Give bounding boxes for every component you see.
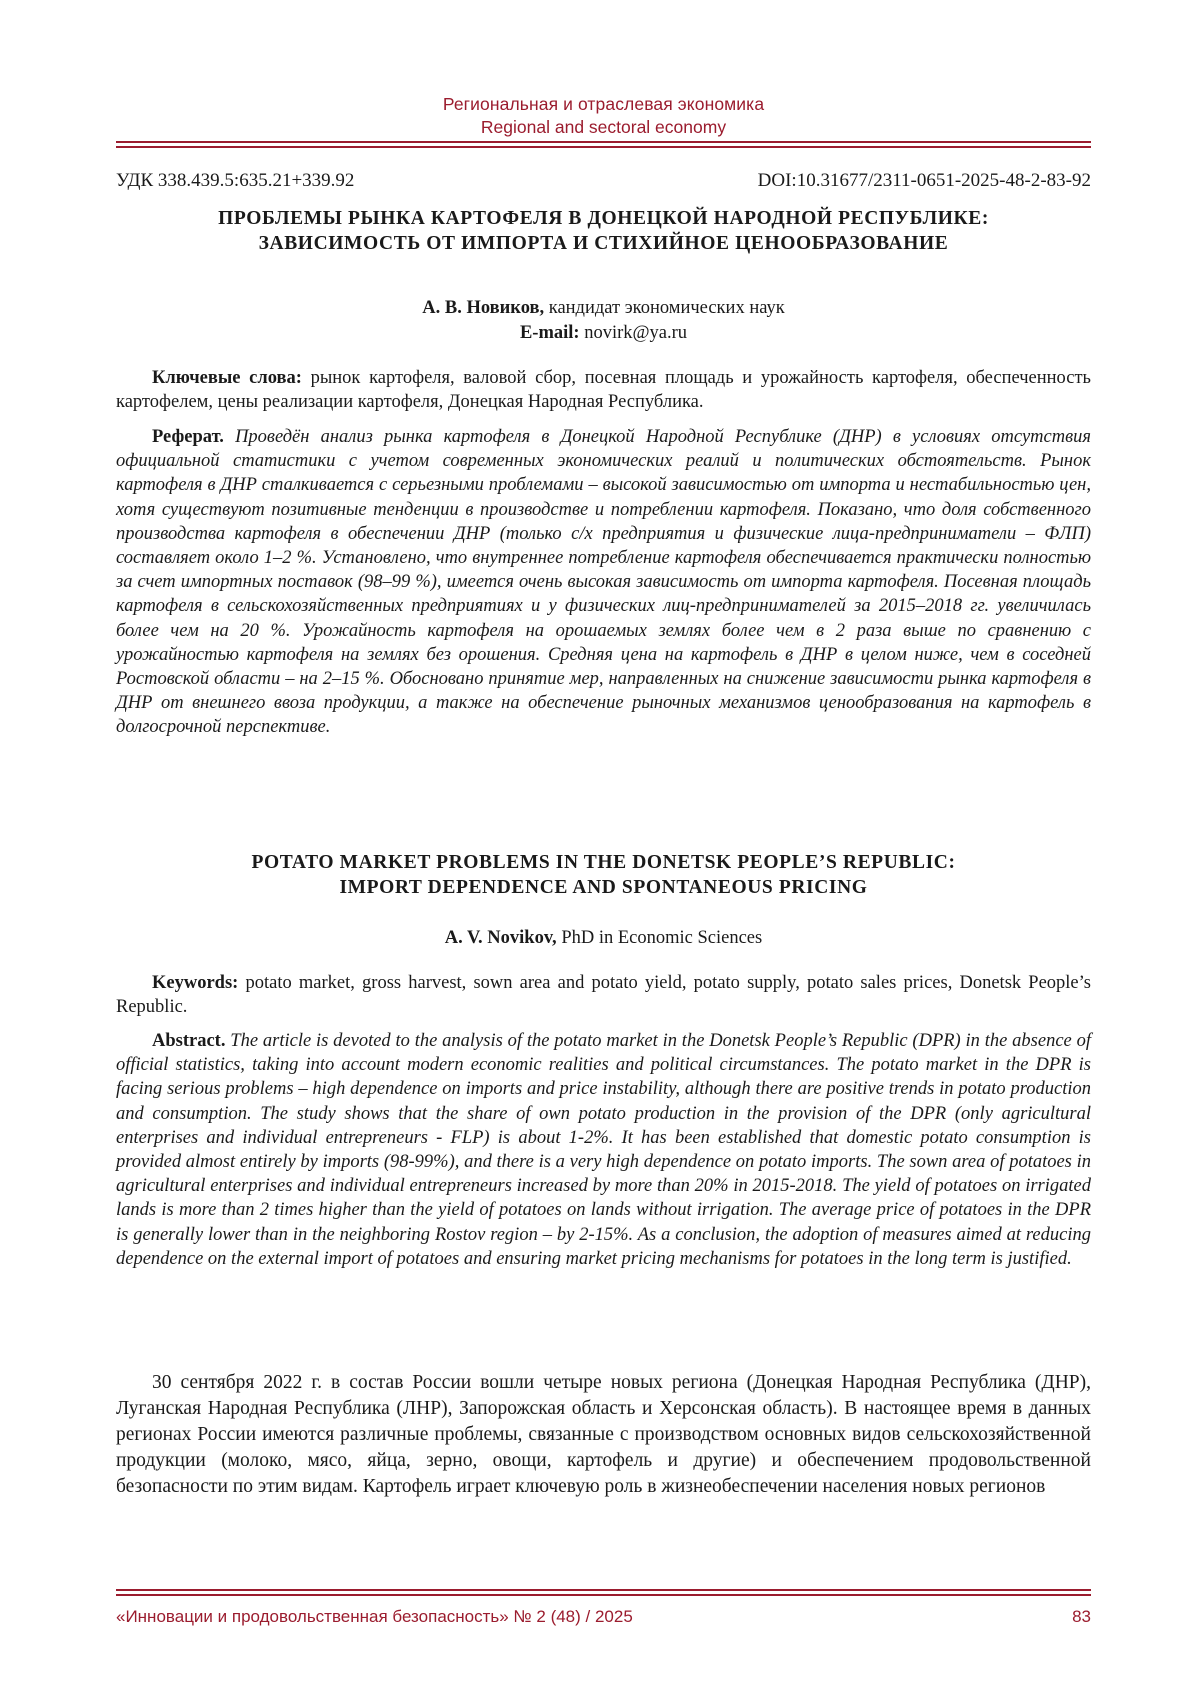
article-title-en <box>116 850 1091 900</box>
email-label: E-mail: <box>519 323 580 343</box>
keywords-label-ru: Ключевые слова: <box>152 368 302 388</box>
keywords-en <box>116 971 1091 1019</box>
footer-rule-bottom <box>116 1594 1091 1596</box>
author-line-en <box>116 926 1091 951</box>
title-ru-line-2: ЗАВИСИМОСТЬ ОТ ИМПОРТА И СТИХИЙНОЕ ЦЕНООБРАЗОВАНИЕ <box>258 233 949 254</box>
running-header-section-en: Regional and sectoral economy <box>480 117 727 137</box>
article-page <box>116 0 1091 1697</box>
abstract-ru <box>116 425 1091 740</box>
title-ru-line-1: ПРОБЛЕМЫ РЫНКА КАРТОФЕЛЯ В ДОНЕЦКОЙ НАРОДНОЙ РЕСПУБЛИКЕ: <box>218 208 989 229</box>
abstract-text-ru: Проведён анализ рынка картофеля в Донецкой Народной Республике (ДНР) в условиях отсутствия официальной статистики с учетом современных экономических реалий и политических обстоятельств. Рынок картофеля в ДНР сталкивается с серьезными проблемами – высокой зависимостью от импорта и нестабильностью цен, хотя существуют позитивные тенденции в производстве и потреблении картофеля. Показано, что доля собственного производства картофеля в обеспечении ДНР (только с/х предприятия и физические лица-предприниматели – ФЛП) составляет около 1–2 %. Установлено, что внутреннее потребление картофеля обеспечивается практически полностью за счет импортных поставок (98–99 %), имеется очень высокая зависимость от импорта картофеля. Посевная площадь картофеля в сельскохозяйственных предприятиях и у физических лиц-предпринимателей за 2015–2018 гг. увеличилась более чем на 20 %. Урожайность картофеля на орошаемых землях более чем в 2 раза выше по сравнению с урожайностью картофеля на землях без орошения. Средняя цена на картофель в ДНР в целом ниже, чем в соседней Ростовской области – на 2–15 %. Обосновано принятие мер, направленных на снижение зависимости рынка картофеля в ДНР от внешнего ввоза продукции, а также на обеспечение рыночных механизмов ценообразования на картофель в долгосрочной перспективе. <box>116 427 1091 738</box>
footer-rule-top <box>116 1589 1091 1591</box>
page-number: 83 <box>1072 1607 1091 1626</box>
header-rule-top <box>116 141 1091 143</box>
title-en-line-1: POTATO MARKET PROBLEMS IN THE DONETSK PEOPLE’S REPUBLIC: <box>251 852 956 873</box>
doi-code: DOI:10.31677/2311-0651-2025-48-2-83-92 <box>757 170 1091 191</box>
article-title-ru <box>116 206 1091 256</box>
author-degree-ru: кандидат экономических наук <box>544 298 785 318</box>
author-email-line <box>116 321 1091 346</box>
author-name-ru: А. В. Новиков, <box>422 298 545 318</box>
author-name-en: A. V. Novikov, <box>444 928 557 948</box>
abstract-text-en: The article is devoted to the analysis of the potato market in the Donetsk People’s Republic (DPR) in the absence of official statistics, taking into account modern economic realities and political circumstances. The potato market in the DPR is facing serious problems – high dependence on imports and price instability, although there are positive trends in potato production and consumption. The study shows that the share of own potato production in the provision of the DPR (only agricultural enterprises and individual entrepreneurs - FLP) is about 1-2%. It has been established that domestic potato consumption is provided almost entirely by imports (98-99%), and there is a very high dependence on potato imports. The sown area of potatoes in agricultural enterprises and individual entrepreneurs increased by more than 20% in 2015-2018. The yield of potatoes on irrigated lands is more than 2 times higher than the yield of potatoes on lands without irrigation. The average price of potatoes in the DPR is generally lower than in the neighboring Rostov region – by 2-15%. As a conclusion, the adoption of measures aimed at reducing dependence on the external import of potatoes and ensuring market pricing mechanisms for potatoes in the long term is justified. <box>116 1031 1091 1269</box>
keywords-label-en: Keywords: <box>152 973 239 993</box>
journal-citation: «Инновации и продовольственная безопасность» № 2 (48) / 2025 <box>116 1607 633 1626</box>
abstract-label-ru: Реферат. <box>152 427 224 447</box>
abstract-en <box>116 1029 1091 1271</box>
email-value: novirk@ya.ru <box>579 323 688 343</box>
author-degree-en: PhD in Economic Sciences <box>556 928 763 948</box>
title-en-line-2: IMPORT DEPENDENCE AND SPONTANEOUS PRICING <box>339 877 868 898</box>
body-paragraph: 30 сентября 2022 г. в состав России вошли четыре новых региона (Донецкая Народная Республика (ДНР), Луганская Народная Республика (ЛНР), Запорожская область и Херсонская область). В настоящее время в данных регионах России имеются различные проблемы, связанные с производством основных видов сельскохозяйственной продукции (молоко, мясо, яйца, зерно, овощи, картофель и другие) и обеспечением продовольственной безопасности по этим видам. Картофель играет ключевую роль в жизнеобеспечении населения новых регионов <box>116 1372 1091 1497</box>
keywords-ru <box>116 366 1091 414</box>
abstract-label-en: Abstract. <box>152 1031 226 1051</box>
keywords-text-ru: рынок картофеля, валовой сбор, посевная площадь и урожайность картофеля, обеспеченность картофелем, цены реализации картофеля, Донецкая Народная Республика. <box>116 368 1091 413</box>
author-line-ru <box>116 296 1091 321</box>
header-rule-bottom <box>116 146 1091 148</box>
udk-code: УДК 338.439.5:635.21+339.92 <box>116 170 355 191</box>
keywords-text-en: potato market, gross harvest, sown area and potato yield, potato supply, potato sales prices, Donetsk People’s Republic. <box>116 973 1091 1018</box>
running-header-section-ru: Региональная и отраслевая экономика <box>442 94 765 114</box>
